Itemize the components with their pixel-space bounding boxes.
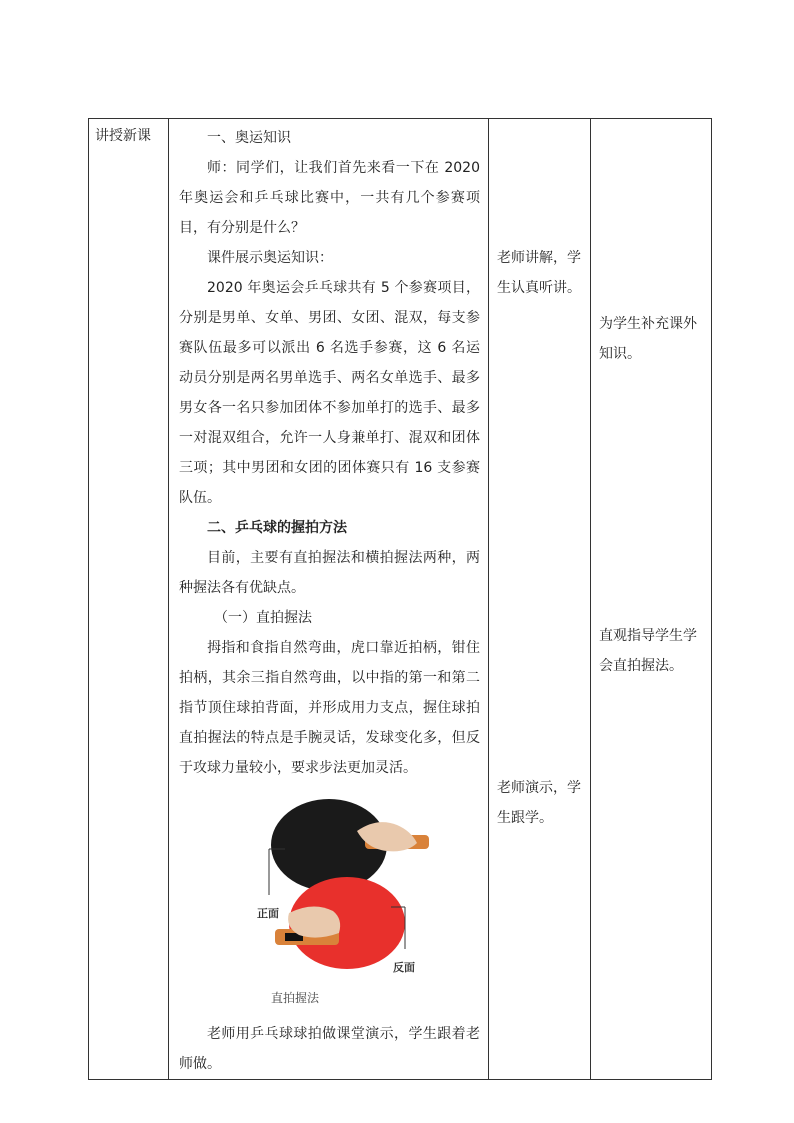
section-label: 讲授新课 xyxy=(95,128,151,144)
paragraph-demonstration: 老师用乒乓球球拍做课堂演示，学生跟着老师做。 xyxy=(179,1026,480,1072)
purpose-note-knowledge: 为学生补充课外知识。 xyxy=(599,316,697,362)
section-label-cell xyxy=(89,119,169,1080)
paragraph-olympic-events: 2020 年奥运会乒乓球共有 5 个参赛项目，分别是男单、女单、男团、女团、混双，每支参赛队伍最多可以派出 6 名选手参赛，这 6 名运动员分别是两名男单选手、两名女单选手、最多男女各一名只参加团体不参加单打的选手、最多一对混双组合，允许一人身兼单打、混双和团体三项；其中男团和女团的团体赛只有 16 支参赛队伍。 xyxy=(179,280,480,506)
purpose-column xyxy=(591,119,711,1079)
figure-caption: 直拍握法 xyxy=(271,991,320,1005)
lesson-table xyxy=(88,118,712,1080)
paragraph-penhold-description: 拇指和食指自然弯曲，虎口靠近拍柄，钳住拍柄，其余三指自然弯曲，以中指的第一和第二指节顶住球拍背面，并形成用力支点，握住球拍直拍握法的特点是手腕灵话，发球变化多，但反于攻球力量较小，要求步法更加灵活。 xyxy=(179,640,480,776)
purpose-cell xyxy=(591,119,712,1080)
paddle-illustration xyxy=(179,787,479,1007)
paragraph-grip-intro: 目前，主要有直拍握法和横拍握法两种，两种握法各有优缺点。 xyxy=(179,550,480,596)
figure-label-front: 正面 xyxy=(257,907,279,920)
paragraph-question: 师：同学们，让我们首先来看一下在 2020 年奥运会和乒乓球比赛中，一共有几个参赛项目，有分别是什么？ xyxy=(179,160,480,236)
lesson-content xyxy=(169,119,488,1079)
purpose-note-grip: 直观指导学生学会直拍握法。 xyxy=(599,628,697,674)
heading-olympic-knowledge: 一、奥运知识 xyxy=(207,130,291,146)
paddle-back-image xyxy=(275,877,405,969)
teacher-activity-column xyxy=(489,119,590,1079)
teacher-activity-cell xyxy=(489,119,591,1080)
penhold-grip-figure xyxy=(179,787,479,1007)
content-cell xyxy=(169,119,489,1080)
figure-label-back: 反面 xyxy=(393,961,415,974)
teacher-note-demo: 老师演示，学生跟学。 xyxy=(497,780,581,826)
heading-grip-methods: 二、乒乓球的握拍方法 xyxy=(207,520,347,536)
paragraph-courseware: 课件展示奥运知识： xyxy=(207,250,333,266)
teacher-note-explain: 老师讲解，学生认真听讲。 xyxy=(497,250,581,296)
table-row xyxy=(89,119,712,1080)
heading-penhold-grip: （一）直拍握法 xyxy=(214,610,312,626)
